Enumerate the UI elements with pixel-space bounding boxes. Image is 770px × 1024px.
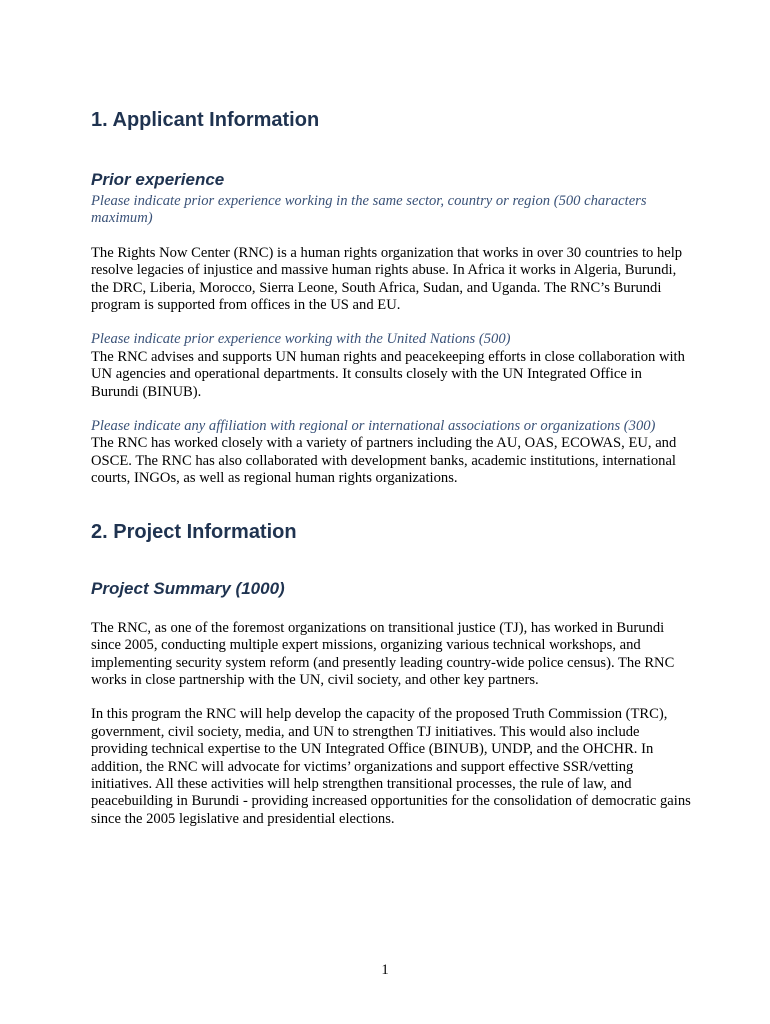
prompt-un-experience: Please indicate prior experience working with the United Nations (500) [91, 331, 511, 348]
section-1-heading: 1. Applicant Information [91, 109, 320, 131]
project-summary-paragraph-1: The RNC, as one of the foremost organizations on transitional justice (TJ), has worked in Burundi since 2005, conducting multiple expert missions, organizing various technical workshops, and implementing security system reform (and presently leading country-wide police census). The RNC works in close partnership with the UN, civil society, and other key partners. [91, 619, 675, 688]
section-2-heading: 2. Project Information [91, 520, 297, 543]
page-number: 1 [381, 962, 389, 978]
prompt-affiliation: Please indicate any affiliation with regional or international associations or organizations (300) [91, 418, 656, 435]
prior-experience-subheading: Prior experience [91, 170, 225, 189]
answer-un-experience: The RNC advises and supports UN human rights and peacekeeping efforts in close collaboration with UN agencies and operational departments. It consults closely with the UN Integrated Office in Burundi (BINUB). [91, 348, 685, 400]
page-content [91, 108, 691, 828]
project-summary-subheading: Project Summary (1000) [91, 578, 285, 598]
project-summary-paragraph-2: In this program the RNC will help develop the capacity of the proposed Truth Commission (TRC), government, civil society, media, and UN to strengthen TJ initiatives. This would also include providing technical expertise to the UN Integrated Office (BINUB), UNDP, and the OHCHR. In addition, the RNC will advocate for victims’ organizations and support effective SSR/vetting initiatives. All these activities will help strengthen transitional processes, the rule of law, and peacebuilding in Burundi - providing increased opportunities for the consolidation of democratic gains since the 2005 legislative and presidential elections. [91, 706, 691, 827]
prompt-sector-experience: Please indicate prior experience working in the same sector, country or region (500 characters maximum) [91, 193, 647, 227]
answer-sector-experience: The Rights Now Center (RNC) is a human rights organization that works in over 30 countries to help resolve legacies of injustice and massive human rights abuse. In Africa it works in Algeria, Burundi, the DRC, Liberia, Morocco, Sierra Leone, South Africa, Sudan, and Uganda. The RNC’s Burundi program is supported from offices in the US and EU. [91, 244, 683, 314]
answer-affiliation: The RNC has worked closely with a variety of partners including the AU, OAS, ECOWAS, EU, and OSCE. The RNC has also collaborated with development banks, academic institutions, international courts, INGOs, as well as regional human rights organizations. [91, 435, 677, 487]
